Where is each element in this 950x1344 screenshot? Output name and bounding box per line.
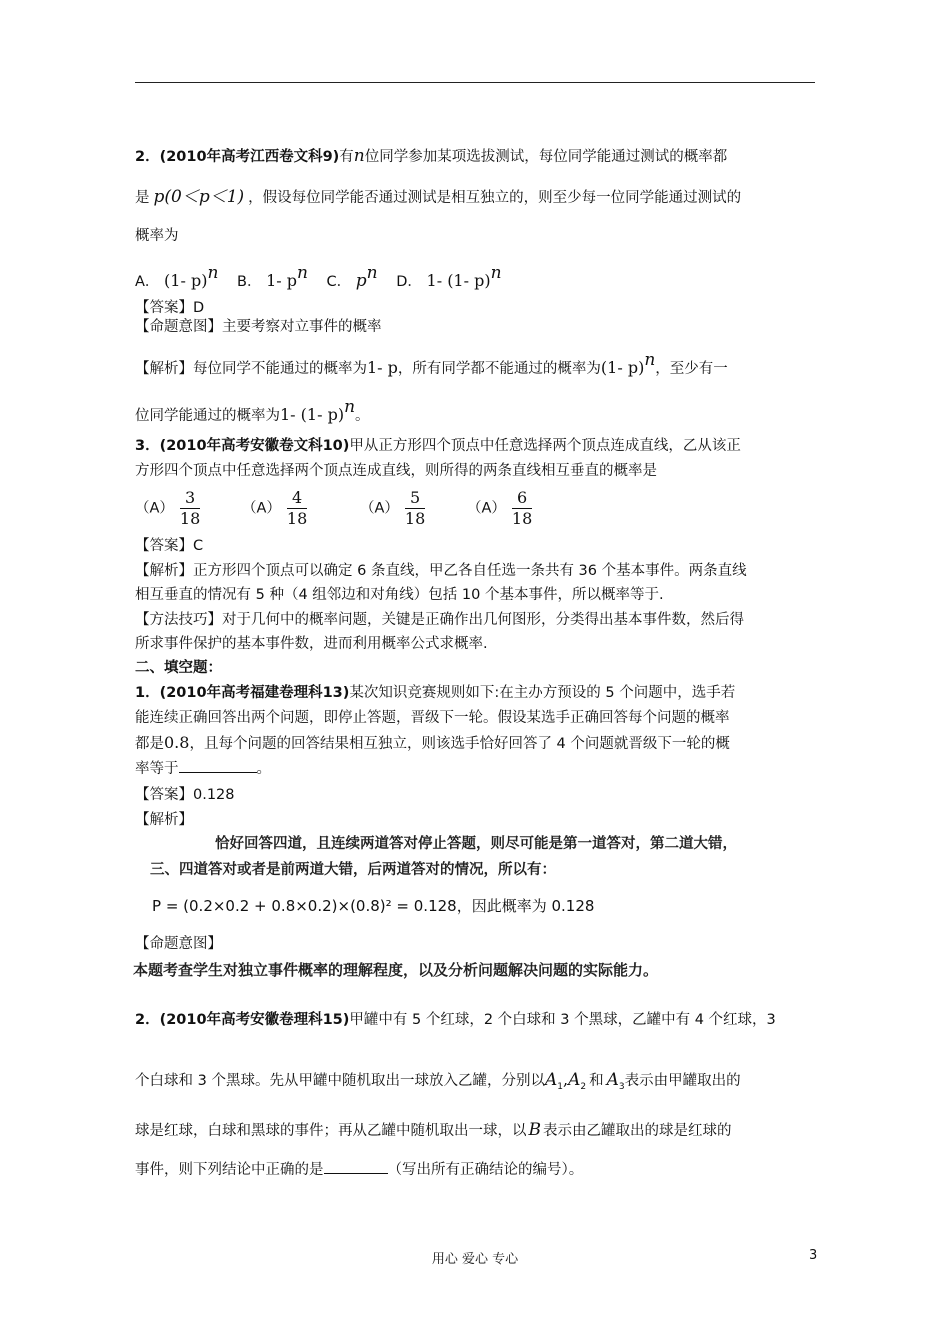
f1-stem-a: 某次知识竞赛规则如下:在主办方预设的 5 个问题中，选手若 (349, 685, 736, 701)
f2-stem-g: （写出所有正确结论的编号）。 (387, 1162, 584, 1178)
q2-expr-2: (1- p) (600, 358, 645, 377)
q2-options (135, 263, 502, 292)
f2-number: 2． (135, 1012, 160, 1028)
f1-value: 0.8 (164, 733, 190, 752)
f1-line-4 (135, 758, 271, 779)
q3-option-2 (242, 488, 313, 529)
q3-option-3 (360, 488, 431, 529)
q3-option-2-label: （A） (242, 500, 281, 517)
f2-var-a3: A (606, 1070, 619, 1090)
q2-analysis-d: 位同学能通过的概率为 (135, 408, 280, 424)
q2-analysis-1 (135, 350, 728, 379)
f1-line-1 (135, 683, 735, 703)
q2-analysis-2 (135, 397, 370, 426)
q2-line-3 (135, 226, 179, 246)
q3-number: 3． (135, 438, 160, 454)
f2-var-a3-sub: 3 (618, 1082, 625, 1092)
q2-expr-3: 1- (1- p) (280, 405, 345, 424)
f1-stem-c: 都是 (135, 736, 164, 752)
f1-source: (2010年高考福建卷理科13) (159, 685, 350, 701)
f2-line-3 (135, 1120, 732, 1141)
f1-line-3 (135, 733, 730, 754)
q3-option-4-label: （A） (467, 500, 506, 517)
q3-option-4 (467, 488, 538, 529)
q2-analysis-label: 【解析】 (135, 361, 193, 377)
q2-answer: 【答案】D (135, 300, 205, 316)
q2-number: 2． (135, 149, 160, 165)
f2-source: (2010年高考安徽卷理科15) (159, 1012, 350, 1028)
q2-expr-1: 1- p (367, 358, 398, 377)
q3-analysis-1: 【解析】正方形四个顶点可以确定 6 条直线，甲乙各自任选一条共有 36 个基本事件。两条直线 (135, 563, 747, 579)
f2-line-2: 个白球和 3 个黑球。先从甲罐中随机取出一球放入乙罐，分别以$A_1,A_2$ 和 $A_3$表示由甲罐取出的 (135, 1070, 741, 1092)
f2-stem-f: 事件，则下列结论中正确的是 (135, 1162, 324, 1178)
q3-option-1-den: 18 (179, 509, 201, 528)
f2-stem-a: 甲罐中有 5 个红球，2 个白球和 3 个黑球，乙罐中有 4 个红球，3 (349, 1012, 776, 1028)
q2-analysis-c: ，至少有一 (655, 361, 728, 377)
q2-stem-e: 概率为 (135, 228, 179, 244)
q3-stem-a: 甲从正方形四个顶点中任意选择两个顶点连成直线，乙从该正 (349, 438, 741, 454)
q3-tip-1: 【方法技巧】对于几何中的概率问题，关键是正确作出几何图形，分类得出基本事件数，然后得 (135, 612, 744, 628)
q3-answer: 【答案】C (135, 538, 204, 554)
f1-stem-f: 。 (256, 761, 271, 777)
q2-line-1 (135, 146, 727, 167)
q3-option-3-label: （A） (360, 500, 399, 517)
f1-analysis-text-1: 恰好回答四道，且连续两道答对停止答题，则尽可能是第一道答对，第二道大错， (215, 836, 737, 852)
f2-answer-blank (324, 1159, 388, 1174)
footer-text: 用心 爱心 专心 (431, 1252, 519, 1267)
q3-analysis-2: 相互垂直的情况有 5 种（4 组邻边和对角线）包括 10 个基本事件，所以概率等于. (135, 587, 664, 603)
q2-analysis-b: ，所有同学都不能通过的概率为 (397, 361, 601, 377)
section-title-fill-in: 二、填空题： (135, 660, 222, 676)
q3-option-1 (135, 488, 206, 529)
q2-stem-b: 位同学参加某项选拔测试，每位同学能通过测试的概率都 (364, 149, 728, 165)
f2-stem-c: 表示由甲罐取出的 (624, 1073, 741, 1089)
f1-number: 1． (135, 685, 160, 701)
q3-option-1-fraction (180, 488, 200, 529)
f1-analysis-label: 【解析】 (135, 812, 193, 828)
q2-option-b-label: B． (237, 274, 262, 290)
f2-stem-e: 表示由乙罐取出的球是红球的 (543, 1123, 732, 1139)
f2-line-1 (135, 1010, 776, 1030)
q2-option-d-exp: n (490, 263, 502, 283)
header-rule (135, 82, 815, 83)
q2-option-c-exp: n (366, 263, 378, 283)
f2-var-a1: A (544, 1070, 558, 1090)
q3-option-4-fraction (512, 488, 532, 529)
q3-option-4-num: 6 (512, 488, 532, 509)
q3-option-3-num: 5 (405, 488, 425, 509)
f1-intent-text: 本题考查学生对独立事件概率的理解程度，以及分析问题解决问题的实际能力。 (133, 961, 659, 979)
q3-line-2: 方形四个顶点中任意选择两个顶点连成直线，则所得的两条直线相互垂直的概率是 (135, 463, 657, 479)
q2-option-d-label: D． (396, 274, 422, 290)
q3-option-1-label: （A） (135, 500, 174, 517)
q2-option-b-expr: 1- p (266, 271, 297, 290)
q3-option-2-num: 4 (287, 488, 307, 509)
f1-answer-blank (179, 758, 257, 773)
f2-line-4 (135, 1159, 583, 1180)
q3-tip-2: 所求事件保护的基本事件数，进而利用概率公式求概率. (135, 636, 488, 652)
f2-stem-d: 球是红球，白球和黑球的事件；再从乙罐中随机取出一球，以 (135, 1123, 527, 1139)
q2-source: (2010年高考江西卷文科9) (159, 149, 340, 165)
f1-line-2: 能连续正确回答出两个问题，即停止答题，晋级下一轮。假设某选手正确回答每个问题的概率 (135, 710, 730, 726)
f1-intent-label: 【命题意图】 (135, 936, 222, 952)
q2-option-a-exp: n (207, 263, 219, 283)
q2-stem-a: 有 (339, 149, 354, 165)
q2-analysis-a: 每位同学不能通过的概率为 (193, 361, 367, 377)
q2-line-2 (135, 187, 741, 208)
f2-and: 和 (589, 1073, 604, 1089)
q2-option-c-expr: p (355, 271, 367, 291)
q2-intent: 【命题意图】主要考察对立事件的概率 (135, 319, 382, 335)
q2-condition: p(0＜p＜1) (153, 187, 245, 207)
q3-option-2-den: 18 (286, 509, 308, 528)
q2-option-a-label: A． (135, 274, 160, 290)
f1-stem-e: 率等于 (135, 761, 179, 777)
q3-option-3-den: 18 (404, 509, 426, 528)
q2-stem-d: ，假设每位同学能否通过测试是相互独立的，则至少每一位同学能通过测试的 (248, 190, 742, 206)
q2-stem-c: 是 (135, 190, 150, 206)
q2-option-b-exp: n (296, 263, 308, 283)
q3-line-1 (135, 436, 741, 456)
f1-answer: 【答案】0.128 (135, 787, 235, 803)
q2-expr-3-exp: n (344, 397, 356, 417)
q2-option-c-label: C． (326, 274, 352, 290)
q3-option-3-fraction (405, 488, 425, 529)
q2-option-d-expr: 1- (1- p) (426, 271, 491, 290)
f1-formula: P = (0.2×0.2 + 0.8×0.2)×(0.8)² = 0.128，因此概率为 0.128 (152, 897, 595, 915)
q3-option-2-fraction (287, 488, 307, 529)
f2-var-a2: A (568, 1070, 581, 1090)
f2-stem-b: 个白球和 3 个黑球。先从甲罐中随机取出一球放入乙罐，分别以 (135, 1073, 545, 1089)
f1-stem-d: ，且每个问题的回答结果相互独立，则该选手恰好回答了 4 个问题就晋级下一轮的概 (189, 736, 730, 752)
f2-var-b: B (528, 1120, 541, 1140)
q2-analysis-e: 。 (355, 408, 370, 424)
q2-option-a-expr: (1- p) (164, 271, 208, 290)
f1-analysis-text-2: 三、四道答对或者是前两道大错，后两道答对的情况，所以有： (150, 862, 556, 878)
f2-var-a1-sub: 1 (557, 1082, 563, 1092)
page-number: 3 (809, 1248, 818, 1263)
q2-expr-2-exp: n (644, 350, 656, 370)
q2-var-n: n (353, 146, 365, 166)
q3-source: (2010年高考安徽卷文科10) (159, 438, 350, 454)
q3-option-4-den: 18 (511, 509, 533, 528)
q3-option-1-num: 3 (180, 488, 200, 509)
f2-var-a2-sub: 2 (580, 1082, 587, 1092)
